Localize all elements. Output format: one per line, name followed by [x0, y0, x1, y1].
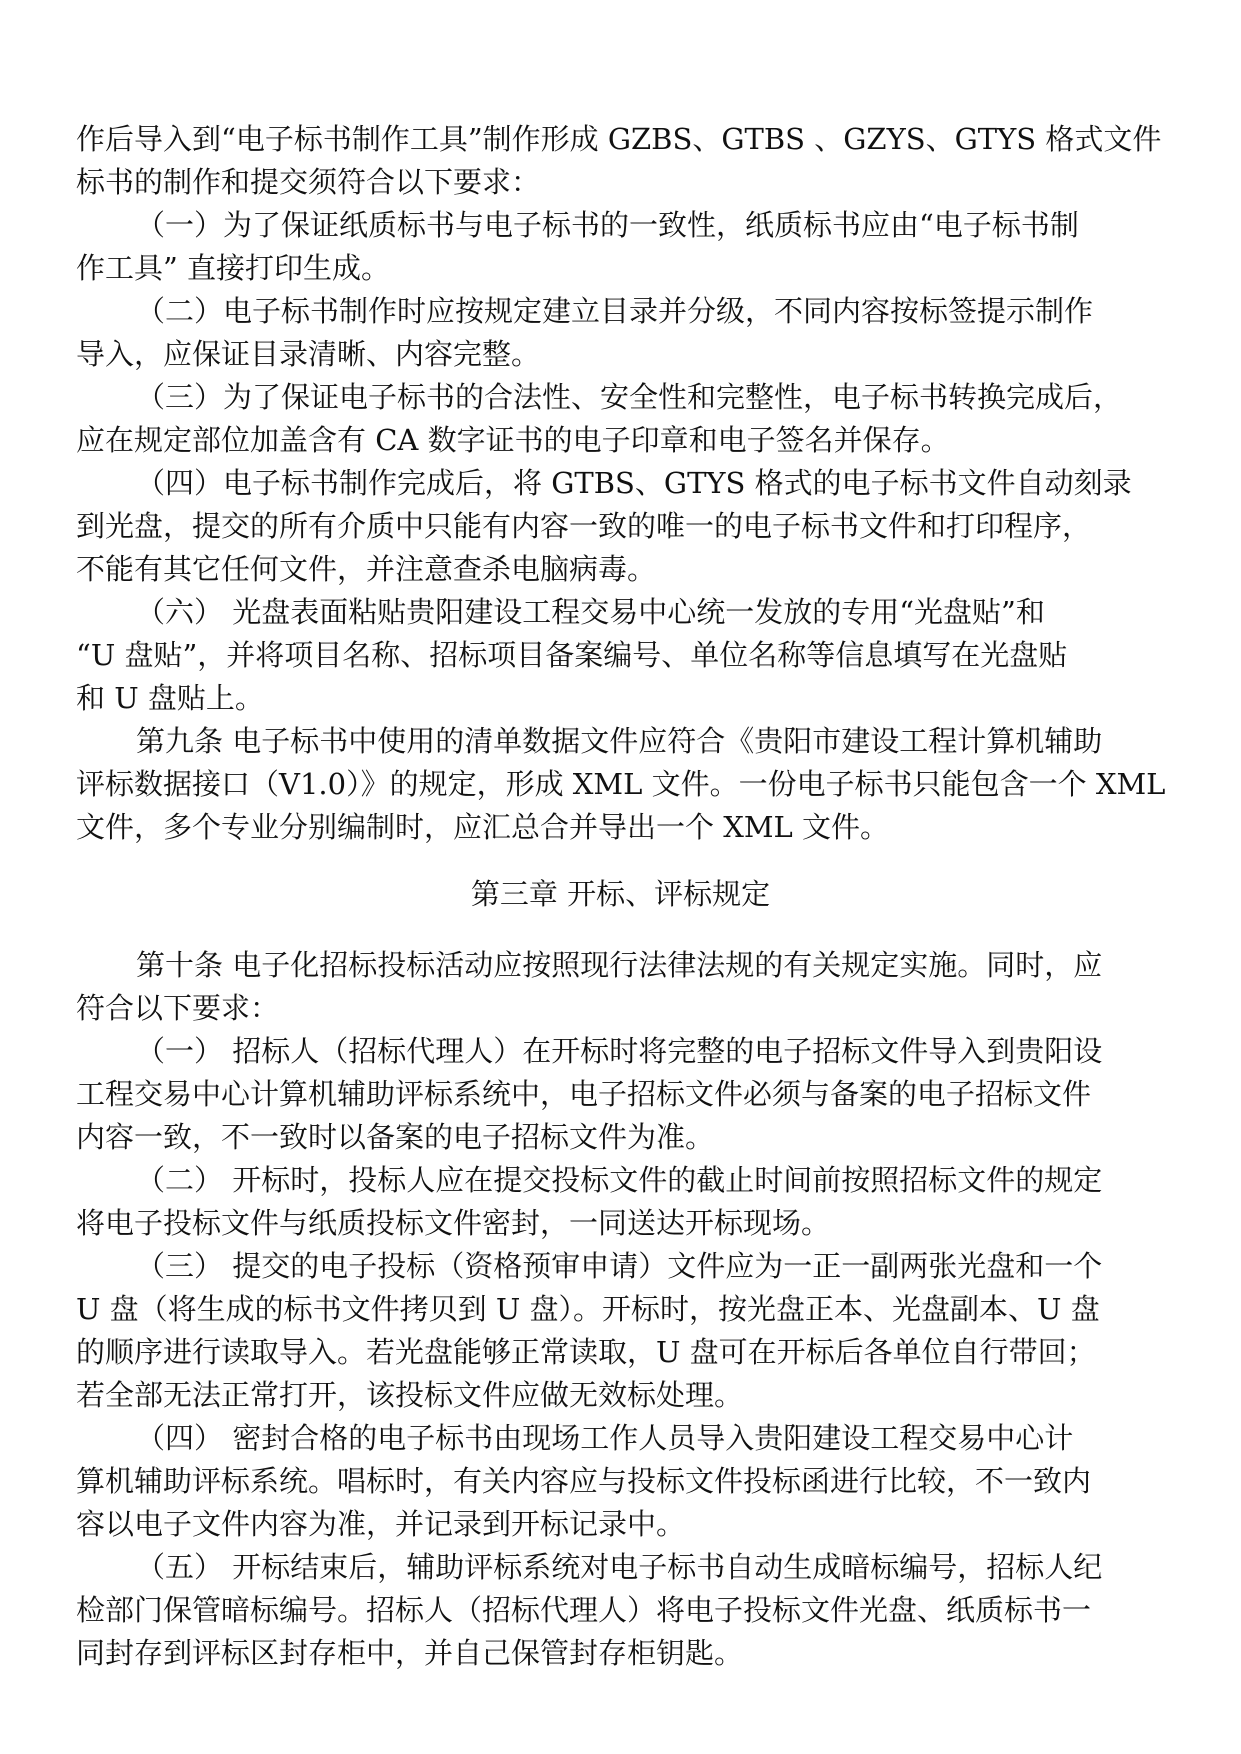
list-item-1: （一）为了保证纸质标书与电子标书的一致性，纸质标书应由“电子标书制: [136, 208, 1079, 242]
text-line: 工程交易中心计算机辅助评标系统中，电子招标文件必须与备案的电子招标文件: [76, 1077, 1092, 1111]
text-line: 作后导入到“电子标书制作工具”制作形成 GZBS、GTBS 、GZYS、GTYS 格式文件: [76, 122, 1162, 156]
article-9: 第九条 电子标书中使用的清单数据文件应符合《贵阳市建设工程计算机辅助: [136, 724, 1103, 758]
text-line: “U 盘贴”，并将项目名称、招标项目备案编号、单位名称等信息填写在光盘贴: [76, 638, 1068, 672]
text-line: 评标数据接口（V1.0）》的规定，形成 XML 文件。一份电子标书只能包含一个 XML: [76, 767, 1165, 801]
list-item-3: （三）为了保证电子标书的合法性、安全性和完整性，电子标书转换完成后，: [136, 380, 1123, 414]
text-line: 检部门保管暗标编号。招标人（招标代理人）将电子投标文件光盘、纸质标书一: [76, 1593, 1092, 1627]
article-10: 第十条 电子化招标投标活动应按照现行法律法规的有关规定实施。同时，应: [136, 948, 1103, 982]
text-line: 符合以下要求：: [76, 991, 280, 1025]
text-line: 同封存到评标区封存柜中，并自己保管封存柜钥匙。: [76, 1636, 744, 1670]
text-line: 内容一致，不一致时以备案的电子招标文件为准。: [76, 1120, 715, 1154]
text-line: 的顺序进行读取导入。若光盘能够正常读取，U 盘可在开标后各单位自行带回；: [76, 1335, 1096, 1369]
list-item-3: （三） 提交的电子投标（资格预审申请）文件应为一正一副两张光盘和一个: [136, 1249, 1103, 1283]
list-item-1: （一） 招标人（招标代理人）在开标时将完整的电子招标文件导入到贵阳设: [136, 1034, 1103, 1068]
text-line: 若全部无法正常打开，该投标文件应做无效标处理。: [76, 1378, 744, 1412]
text-line: 文件，多个专业分别编制时，应汇总合并导出一个 XML 文件。: [76, 810, 890, 844]
list-item-6: （六） 光盘表面粘贴贵阳建设工程交易中心统一发放的专用“光盘贴”和: [136, 595, 1045, 629]
list-item-2: （二） 开标时，投标人应在提交投标文件的截止时间前按照招标文件的规定: [136, 1163, 1103, 1197]
document-page: [76, 118, 1165, 1675]
list-item-4: （四） 密封合格的电子标书由现场工作人员导入贵阳建设工程交易中心计: [136, 1421, 1074, 1455]
text-line: 作工具” 直接打印生成。: [76, 251, 391, 285]
list-item-4: （四）电子标书制作完成后，将 GTBS、GTYS 格式的电子标书文件自动刻录: [136, 466, 1132, 500]
text-line: 算机辅助评标系统。唱标时，有关内容应与投标文件投标函进行比较，不一致内: [76, 1464, 1092, 1498]
text-line: 导入，应保证目录清晰、内容完整。: [76, 337, 541, 371]
text-line: 标书的制作和提交须符合以下要求：: [76, 165, 541, 199]
text-line: 容以电子文件内容为准，并记录到开标记录中。: [76, 1507, 686, 1541]
text-line: 和 U 盘贴上。: [76, 681, 264, 715]
chapter-title: 第三章 开标、评标规定: [470, 877, 771, 911]
text-line: 将电子投标文件与纸质投标文件密封，一同送达开标现场。: [76, 1206, 831, 1240]
list-item-5: （五） 开标结束后，辅助评标系统对电子标书自动生成暗标编号，招标人纪: [136, 1550, 1103, 1584]
text-line: 不能有其它任何文件，并注意查杀电脑病毒。: [76, 552, 657, 586]
text-line: 到光盘，提交的所有介质中只能有内容一致的唯一的电子标书文件和打印程序，: [76, 509, 1092, 543]
list-item-2: （二）电子标书制作时应按规定建立目录并分级，不同内容按标签提示制作: [136, 294, 1094, 328]
text-line: 应在规定部位加盖含有 CA 数字证书的电子印章和电子签名并保存。: [76, 423, 950, 457]
text-line: U 盘（将生成的标书文件拷贝到 U 盘）。开标时，按光盘正本、光盘副本、U 盘: [76, 1292, 1100, 1326]
